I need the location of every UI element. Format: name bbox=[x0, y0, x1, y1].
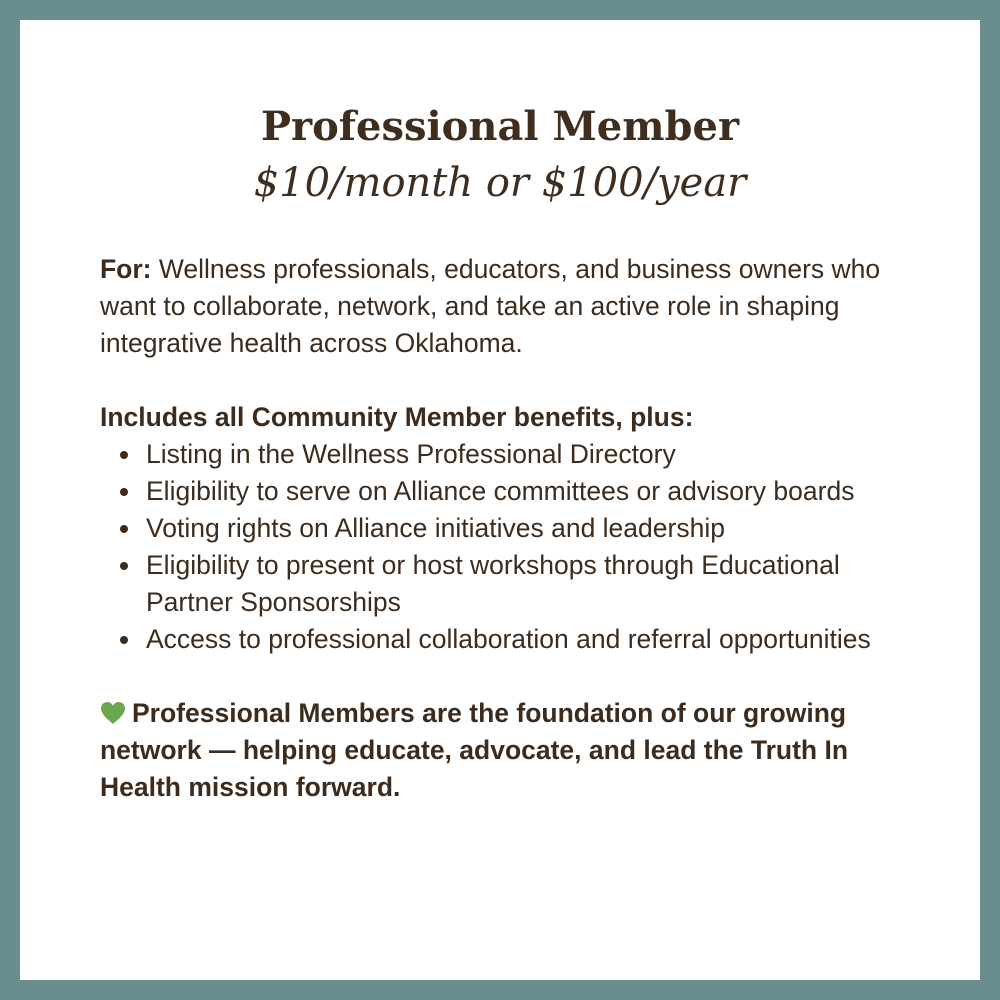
benefit-item bbox=[146, 436, 900, 473]
closing-text: Professional Members are the foundation of our growing network — helping educate, advocate, and lead the Truth In Health mission forward. bbox=[100, 698, 849, 802]
intro-label: For: bbox=[100, 254, 152, 284]
membership-title: Professional Member bbox=[260, 103, 740, 150]
closing-statement bbox=[100, 695, 900, 806]
benefit-text: Access to professional collaboration and referral opportunities bbox=[146, 624, 871, 654]
bullet-icon bbox=[120, 562, 128, 570]
bullet-icon bbox=[120, 451, 128, 459]
benefit-item bbox=[146, 621, 900, 658]
intro-paragraph bbox=[100, 251, 900, 362]
green-heart-icon bbox=[100, 701, 126, 725]
membership-price: $10/month or $100/year bbox=[253, 160, 747, 206]
benefit-text: Listing in the Wellness Professional Directory bbox=[146, 439, 676, 469]
benefits-list bbox=[100, 436, 900, 658]
benefit-item bbox=[146, 547, 900, 621]
benefit-text: Eligibility to serve on Alliance committees or advisory boards bbox=[146, 476, 855, 506]
benefit-item bbox=[146, 510, 900, 547]
bullet-icon bbox=[120, 525, 128, 533]
intro-text: Wellness professionals, educators, and business owners who want to collaborate, network, and take an active role in shaping integrative health across Oklahoma. bbox=[100, 254, 881, 358]
includes-heading: Includes all Community Member benefits, plus: bbox=[100, 402, 694, 432]
benefit-item bbox=[146, 473, 900, 510]
benefit-text: Eligibility to present or host workshops through Educational Partner Sponsorships bbox=[146, 550, 840, 617]
benefit-text: Voting rights on Alliance initiatives and leadership bbox=[146, 513, 725, 543]
membership-card bbox=[20, 20, 980, 980]
bullet-icon bbox=[120, 488, 128, 496]
bullet-icon bbox=[120, 636, 128, 644]
